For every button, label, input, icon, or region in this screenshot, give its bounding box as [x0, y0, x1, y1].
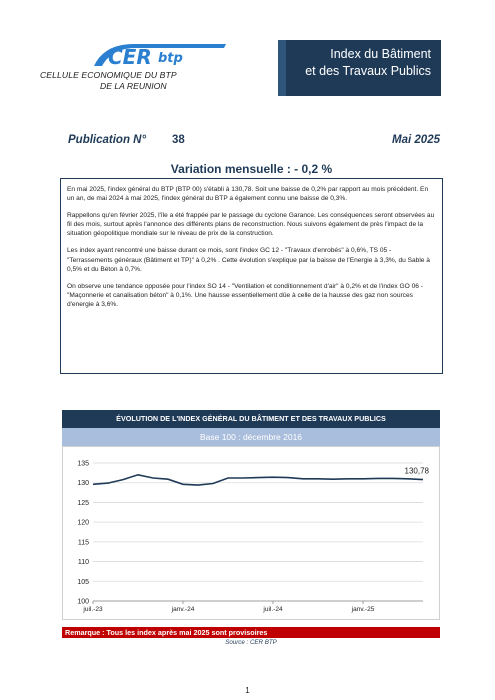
title-box-accent: [278, 40, 286, 96]
last-value-label: 130,78: [404, 466, 429, 476]
publication-date: Mai 2025: [392, 134, 440, 146]
chart-area: [62, 446, 440, 620]
chart-title: ÉVOLUTION DE L'INDEX GÉNÉRAL DU BÂTIMENT ET DES TRAVAUX PUBLICS: [62, 410, 440, 428]
paragraph: Les index ayant rencontré une baisse durant ce mois, sont l'index GC 12 - "Travaux d'enrobés" à 0,6%, TS 05 - "Terrassements généraux (Bâtiment et TP)" à 0,2% . Cette évolution s'explique par la baisse de l'Energie à 3,3%, du Sable à 0,5% et du Béton à 0,7%.: [67, 247, 430, 273]
publication-number: 38: [172, 134, 185, 146]
title-line-2: et des Travaux Publics: [305, 64, 431, 78]
y-tick-label: 130: [77, 480, 89, 488]
provisional-remark: Remarque : Tous les index après mai 2025 sont provisoires: [62, 627, 440, 638]
title-line-1: Index du Bâtiment: [330, 47, 431, 61]
y-tick-label: 125: [77, 499, 89, 507]
series-line: [93, 475, 423, 485]
y-tick-label: 115: [77, 539, 89, 547]
svg-text:CER: CER: [108, 45, 152, 69]
chart-subtitle: Base 100 : décembre 2016: [62, 428, 440, 446]
index-line-chart: [63, 447, 439, 619]
publication-title-box: [278, 40, 441, 96]
cer-btp-logo-mark: [90, 40, 230, 72]
logo-line-2: DE LA REUNION: [100, 81, 167, 91]
y-tick-label: 100: [77, 598, 89, 606]
page-number: 1: [245, 686, 250, 695]
source-note: Source : CER BTP: [225, 639, 277, 646]
paragraph: En mai 2025, l'index général du BTP (BTP 00) s'établi à 130,78. Soit une baisse de 0,2% par rapport au mois précédent. En un an, de mai 2024 à mai 2025, l'index général du BTP a également connu une baisse de 0,3%.: [67, 186, 429, 203]
publication-label: Publication N°: [68, 134, 147, 146]
y-tick-label: 135: [77, 460, 89, 468]
paragraph: Rappellons qu'en février 2025, l'île a été frappée par le passage du cyclone Garance. Les conséquences seront observées au fil des mois, surtout après l'annonce des différents plans de reconstruction. Nous suivons également de près l'impact de la situation géopolitique mondiale sur le niveau de prix de la construction.: [67, 212, 435, 238]
publication-row: [60, 130, 440, 146]
logo-line-1: CELLULE ECONOMIQUE DU BTP: [40, 70, 177, 80]
x-tick-label: juil.-24: [263, 606, 283, 613]
logo: [40, 40, 240, 100]
y-tick-label: 120: [77, 519, 89, 527]
monthly-variation-heading: Variation mensuelle : - 0,2 %: [170, 162, 333, 176]
x-tick-label: juil.-23: [83, 606, 103, 613]
x-tick-label: janv.-24: [171, 606, 195, 613]
paragraph: On observe une tendance opposée pour l'index SO 14 - "Ventilation et conditionnement d'air" à 0,2% et de l'index GO 06 - "Maçonnerie et canalisation béton" à 0,1%. Une hausse essentiellement dûe à celle de la hausse des gaz non sources d'energie à 3,6%.: [67, 282, 423, 308]
y-tick-label: 105: [77, 578, 89, 586]
summary-text-box: [60, 178, 443, 374]
svg-text:btp: btp: [158, 51, 183, 66]
y-tick-label: 110: [77, 559, 89, 567]
x-tick-label: janv.-25: [351, 606, 375, 613]
